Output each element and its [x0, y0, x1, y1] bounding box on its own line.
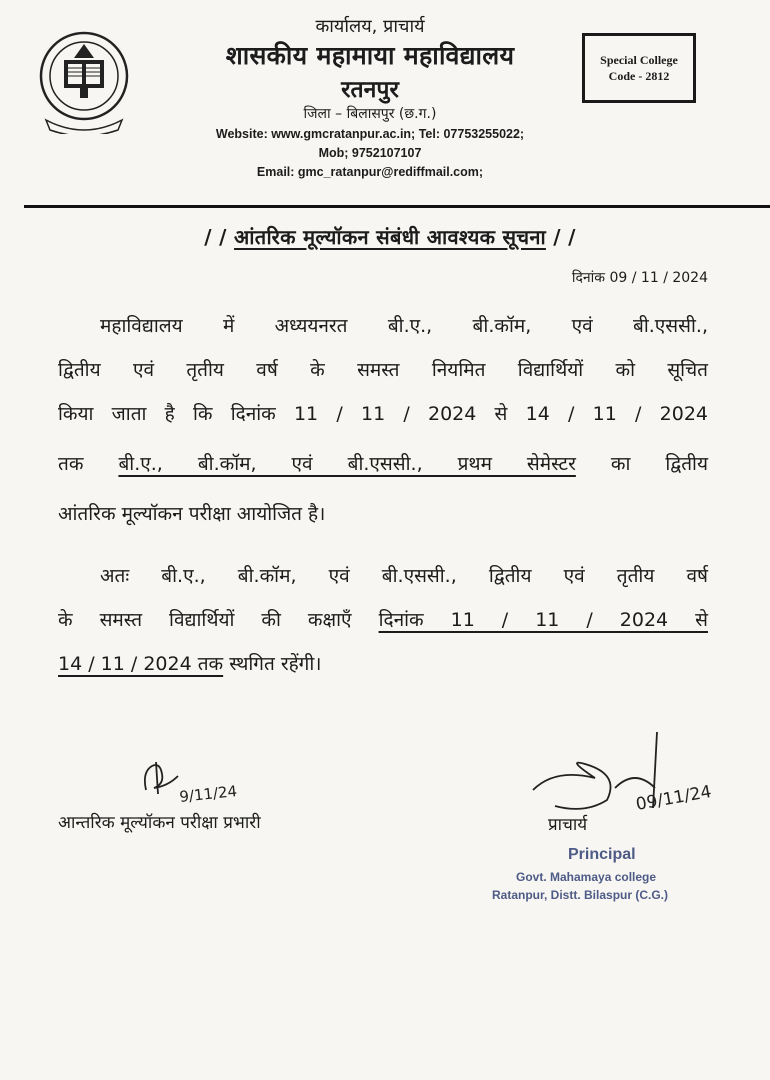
- notice-heading: [110, 223, 670, 250]
- exam-incharge-signature: [138, 752, 258, 812]
- para1-line1: महाविद्यालय में अध्ययनरत बी.ए., बी.कॉम, एवं बी.एससी.,: [100, 315, 708, 337]
- para2-line3-underlined: 14 / 11 / 2024 तक: [58, 653, 224, 675]
- notice-heading-text: आंतरिक मूल्यॉकन संबंधी आवश्यक सूचना: [234, 225, 546, 249]
- para1-line2: द्वितीय एवं तृतीय वर्ष के समस्त नियमित विद्यार्थियों को सूचित: [58, 359, 708, 381]
- para2-line2-prefix: के समस्त विद्यार्थियों की कक्षाएँ: [58, 609, 352, 631]
- para2-line2-underlined: दिनांक 11 / 11 / 2024 से: [378, 609, 708, 631]
- college-city: रतनपुर: [341, 77, 399, 103]
- exam-incharge-title: आन्तरिक मूल्यॉकन परीक्षा प्रभारी: [58, 813, 261, 833]
- para1-line4: [58, 450, 708, 476]
- code-box-line2: Code - 2812: [608, 69, 670, 83]
- para1-line4-suffix: का द्वितीय: [610, 453, 708, 475]
- para2-line3: [58, 650, 708, 676]
- para2-line1: अतः बी.ए., बी.कॉम, एवं बी.एससी., द्वितीय एवं तृतीय वर्ष: [100, 565, 708, 587]
- para1-line5: आंतरिक मूल्यॉकन परीक्षा आयोजित है।: [58, 503, 326, 525]
- stamp-college: Govt. Mahamaya college: [516, 870, 657, 884]
- para2-line2: [58, 606, 708, 632]
- header-divider: [24, 205, 770, 208]
- college-logo: [38, 30, 130, 134]
- stamp-principal: Principal: [568, 846, 636, 863]
- notice-date: दिनांक 09 / 11 / 2024: [571, 270, 708, 286]
- website-line: Website: www.gmcratanpur.ac.in; Tel: 07753255022;: [215, 127, 525, 141]
- heading-slashes-right: / /: [545, 225, 576, 249]
- mobile-line: Mob; 9752107107: [318, 146, 422, 160]
- heading-slashes-left: / /: [204, 225, 235, 249]
- para1-line4-underlined: बी.ए., बी.कॉम, एवं बी.एससी., प्रथम सेमेस्टर: [118, 453, 576, 475]
- college-name: शासकीय महामाया महाविद्यालय: [225, 41, 515, 70]
- college-district: जिला – बिलासपुर (छ.ग.): [303, 106, 437, 122]
- para2-line3-suffix: स्थगित रहेंगी।: [229, 653, 322, 675]
- code-box-line1: Special College: [600, 53, 678, 67]
- para1-line4-prefix: तक: [58, 453, 84, 475]
- principal-title: प्राचार्य: [548, 815, 588, 835]
- para1-line3: किया जाता है कि दिनांक 11 / 11 / 2024 से 14 / 11 / 2024: [58, 403, 708, 425]
- exam-incharge-signature-date: 9/11/24: [178, 782, 238, 806]
- stamp-place: Ratanpur, Distt. Bilaspur (C.G.): [492, 888, 669, 902]
- principal-signature-date: 09/11/24: [634, 781, 714, 815]
- email-line: Email: gmc_ratanpur@rediffmail.com;: [256, 165, 484, 179]
- college-code-box: [582, 33, 696, 103]
- office-label: कार्यालय, प्राचार्य: [315, 16, 425, 37]
